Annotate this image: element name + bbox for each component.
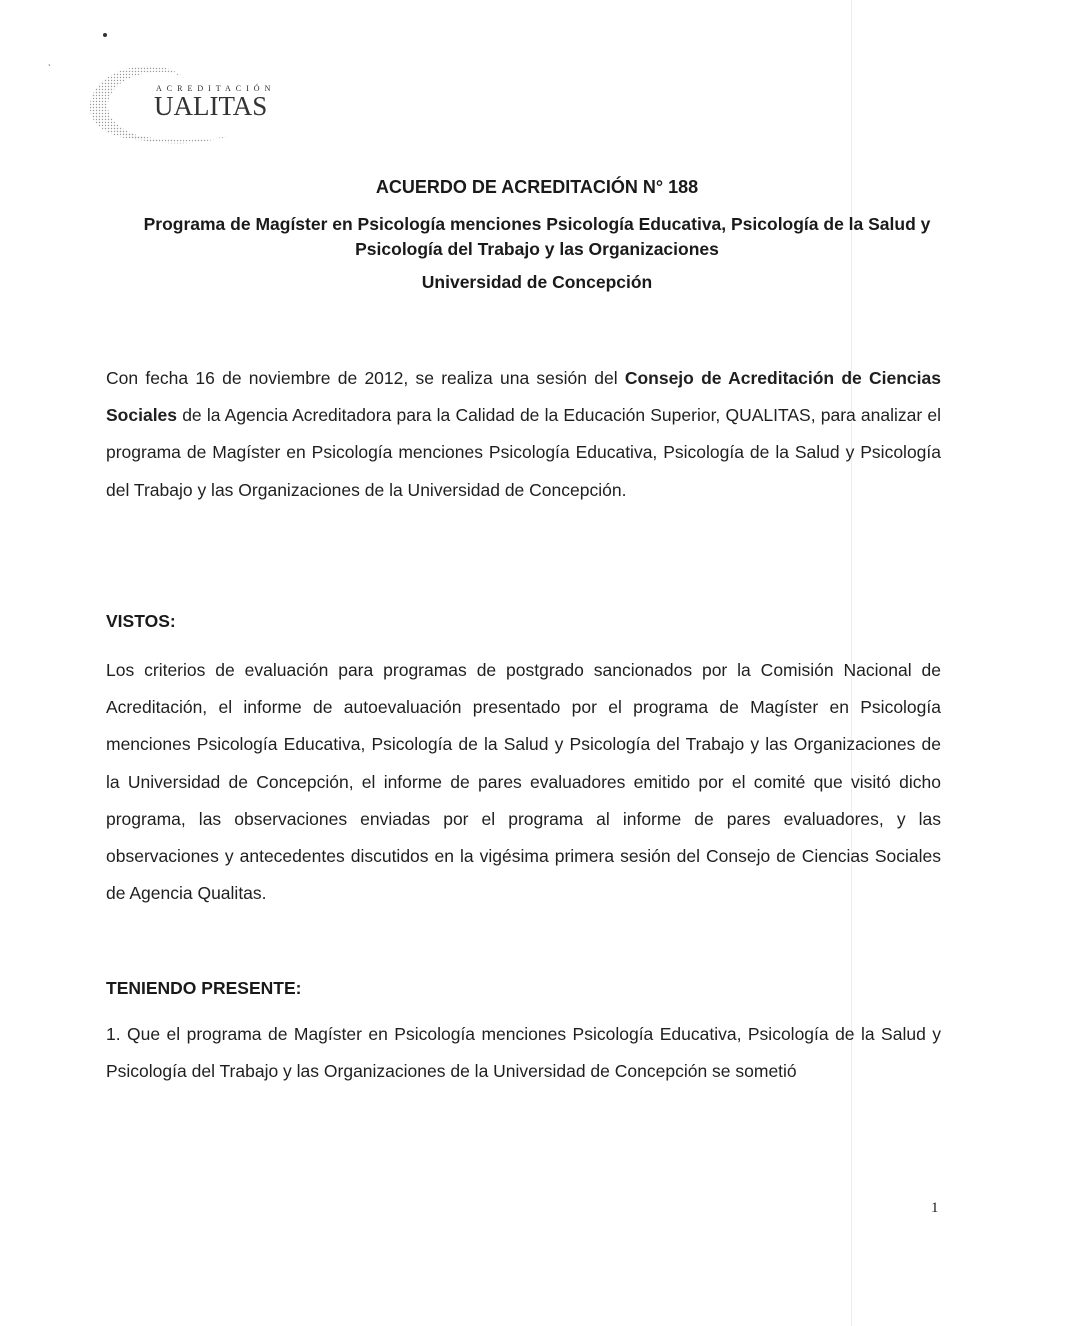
- document-title: ACUERDO DE ACREDITACIÓN N° 188: [375, 177, 699, 197]
- qualitas-logo: [80, 58, 290, 148]
- scan-dot: [103, 33, 107, 37]
- program-name-line2: Psicología del Trabajo y las Organizaciones: [355, 239, 719, 259]
- page-number: 1: [931, 1200, 939, 1216]
- logo-main-text: UALITAS: [154, 91, 268, 121]
- intro-text-end: de la Agencia Acreditadora para la Calidad de la Educación Superior, QUALITAS, para analizar el programa de Magíster en Psicología menciones Psicología Educativa, Psicología de la Salud y Psicología del Trabajo y las Organizaciones de la Universidad de Concepción.: [106, 405, 941, 500]
- logo-top-text: ACREDITACIÓN: [156, 84, 276, 93]
- intro-paragraph: [106, 360, 941, 509]
- vistos-heading: VISTOS:: [106, 611, 176, 631]
- program-name-line1: Programa de Magíster en Psicología menciones Psicología Educativa, Psicología de la Salud y: [143, 214, 931, 234]
- teniendo-heading: TENIENDO PRESENTE:: [106, 978, 302, 998]
- university-name: Universidad de Concepción: [421, 272, 653, 292]
- vistos-paragraph: Los criterios de evaluación para programas de postgrado sancionados por la Comisión Nacional de Acreditación, el informe de autoevaluación presentado por el programa de Magíster en Psicología menciones Psicología Educativa, Psicología de la Salud y Psicología del Trabajo y las Organizaciones de la Universidad de Concepción, el informe de pares evaluadores emitido por el comité que visitó dicho programa, las observaciones enviadas por el programa al informe de pares evaluadores, y las observaciones y antecedentes discutidos en la vigésima primera sesión del Consejo de Ciencias Sociales de Agencia Qualitas.: [106, 660, 941, 904]
- intro-bold-council: Consejo de Acreditación de Ciencias Sociales: [106, 368, 941, 426]
- intro-text-start: Con fecha 16 de noviembre de 2012, se realiza una sesión del: [106, 368, 625, 388]
- program-name: [0, 212, 1074, 262]
- teniendo-item-1: 1. Que el programa de Magíster en Psicología menciones Psicología Educativa, Psicología de la Salud y Psicología del Trabajo y las Organizaciones de la Universidad de Concepción se sometió: [106, 1024, 941, 1082]
- scan-tick: ˎ: [48, 56, 52, 67]
